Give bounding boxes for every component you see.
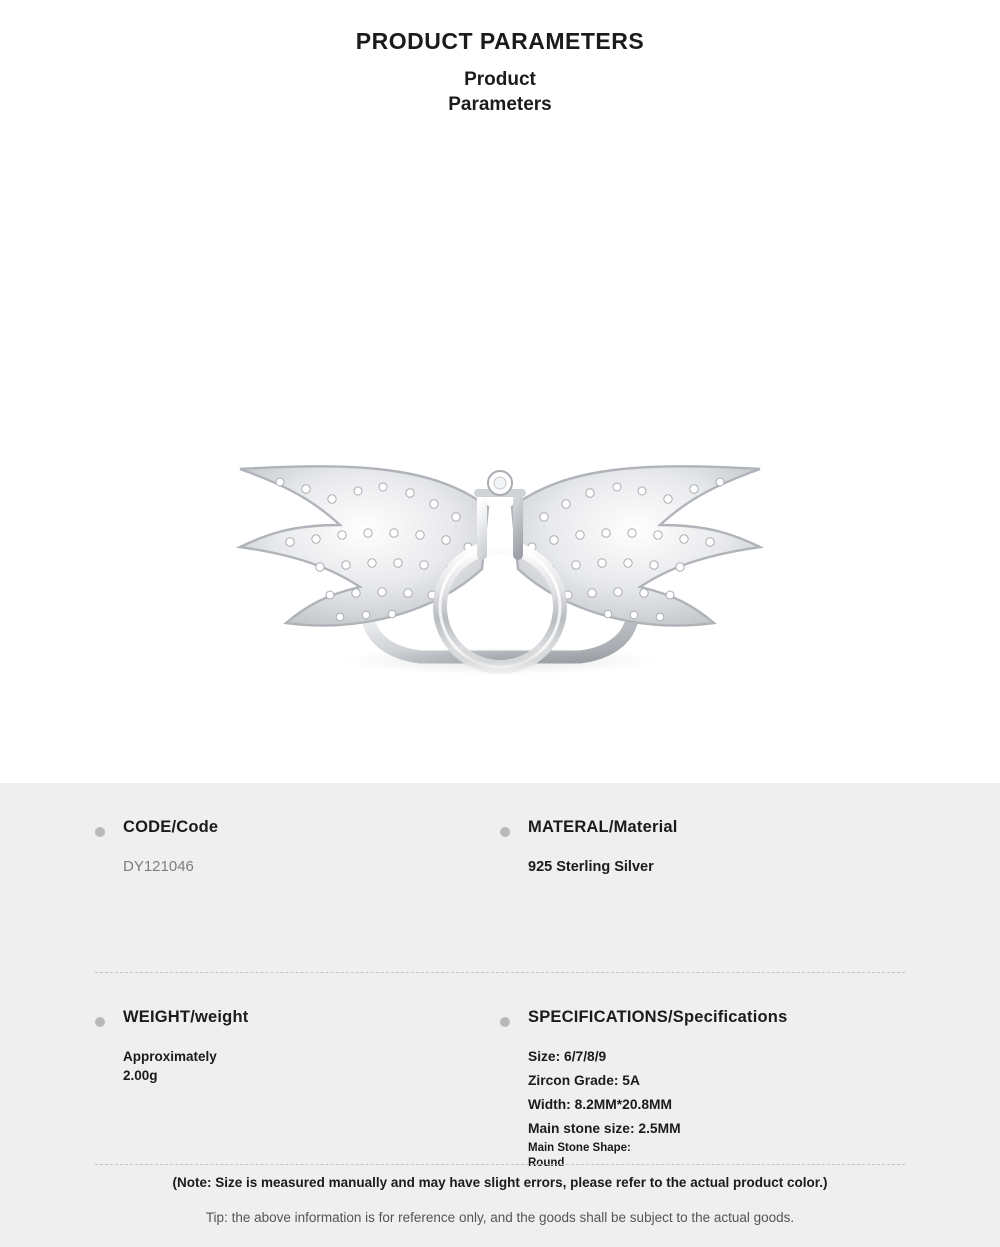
- divider: [95, 1164, 905, 1165]
- spec-label-material: MATERAL/Material: [528, 818, 678, 836]
- spec-value-weight: [123, 1047, 500, 1085]
- spec-spec-main-stone-shape-label: Main Stone Shape:: [528, 1142, 631, 1154]
- bullet-icon: [95, 1017, 105, 1027]
- page-subtitle-line2: Parameters: [448, 94, 552, 115]
- spec-spec-width: Width: 8.2MM*20.8MM: [528, 1097, 672, 1112]
- spec-row: [95, 818, 905, 973]
- spec-label-specifications: SPECIFICATIONS/Specifications: [528, 1008, 788, 1026]
- spec-item-material: [500, 818, 905, 973]
- spec-label-code: CODE/Code: [123, 818, 219, 836]
- product-parameters-panel: [0, 783, 1000, 1247]
- product-image-area: [0, 117, 1000, 817]
- spec-value-specifications: [528, 1045, 905, 1171]
- spec-value-code: DY121046: [123, 858, 194, 875]
- spec-label-weight: WEIGHT/weight: [123, 1008, 249, 1026]
- spec-spec-main-stone-shape-value: Round: [528, 1157, 565, 1169]
- bullet-icon: [500, 827, 510, 837]
- spec-spec-main-stone-size: Main stone size: 2.5MM: [528, 1121, 681, 1136]
- spec-item-specifications: [500, 1008, 905, 1171]
- divider: [95, 972, 905, 973]
- spec-row: [95, 1008, 905, 1171]
- spec-spec-zircon-grade: Zircon Grade: 5A: [528, 1073, 640, 1088]
- product-shadow: [340, 647, 660, 675]
- spec-value-weight-line2: 2.00g: [123, 1068, 158, 1083]
- page-subtitle: [0, 67, 1000, 117]
- product-ring-image: [220, 447, 780, 707]
- spec-item-code: [95, 818, 500, 973]
- page-header: [0, 0, 1000, 117]
- size-note: (Note: Size is measured manually and may have slight errors, please refer to the actual product color.): [172, 1175, 828, 1190]
- spec-item-weight: [95, 1008, 500, 1171]
- spec-value-weight-line1: Approximately: [123, 1049, 217, 1064]
- reference-tip: Tip: the above information is for reference only, and the goods shall be subject to the actual goods.: [205, 1210, 795, 1225]
- page-subtitle-line1: Product: [464, 69, 536, 90]
- page-title: PRODUCT PARAMETERS: [355, 28, 645, 54]
- spec-spec-size: Size: 6/7/8/9: [528, 1049, 607, 1064]
- spec-value-material: 925 Sterling Silver: [528, 859, 654, 875]
- spec-grid: [0, 783, 1000, 1225]
- bullet-icon: [95, 827, 105, 837]
- bullet-icon: [500, 1017, 510, 1027]
